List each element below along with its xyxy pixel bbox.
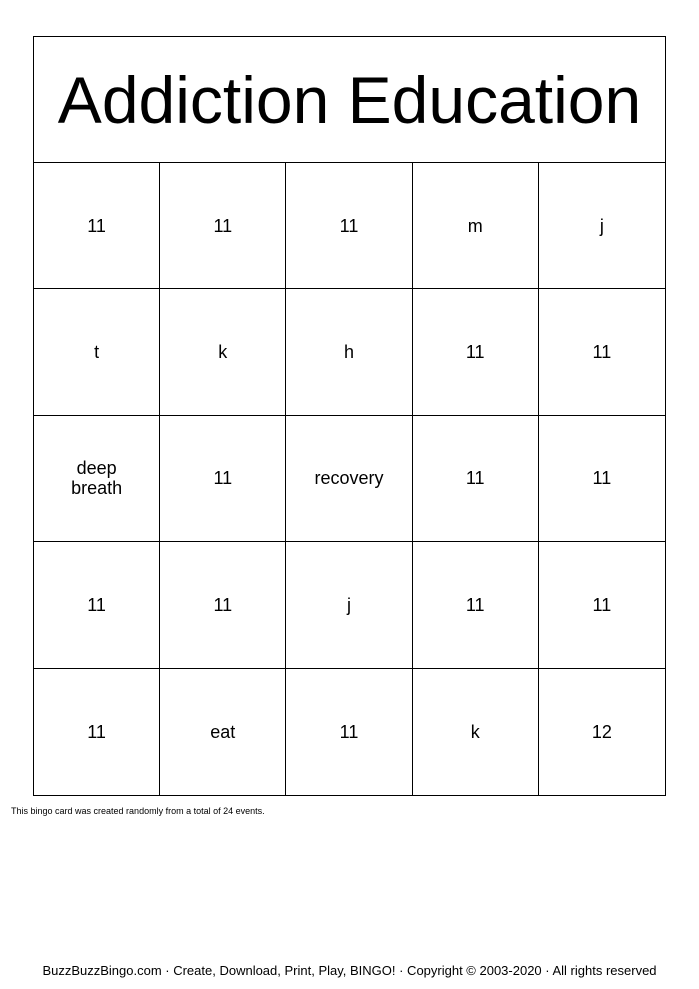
bingo-cell (160, 542, 286, 668)
bingo-cell-text: deep breath (71, 458, 123, 499)
bingo-cell-text: t (94, 342, 100, 363)
bingo-cell (160, 289, 286, 415)
bingo-cell-text: 11 (339, 721, 359, 742)
card-note: This bingo card was created randomly from a total of 24 events. (11, 806, 265, 816)
bingo-cell (413, 669, 539, 795)
bingo-cell (539, 542, 665, 668)
bingo-cell (34, 163, 160, 289)
bingo-cell-text: 11 (465, 342, 485, 363)
bingo-cell-text: j (346, 594, 351, 615)
bingo-cell (286, 289, 412, 415)
bingo-cell-text: 11 (592, 342, 612, 363)
bingo-cell-text: 11 (213, 215, 233, 236)
bingo-cell (286, 669, 412, 795)
bingo-cell-text: h (343, 342, 354, 363)
bingo-cell (413, 542, 539, 668)
bingo-card (33, 36, 666, 796)
bingo-cell (34, 289, 160, 415)
bingo-cell-text: j (599, 215, 604, 236)
bingo-cell (539, 163, 665, 289)
bingo-cell (413, 416, 539, 542)
bingo-cell (539, 416, 665, 542)
bingo-cell (413, 163, 539, 289)
bingo-cell (160, 416, 286, 542)
bingo-cell-text: 11 (87, 215, 106, 236)
bingo-cell-text: 12 (591, 721, 612, 742)
page-footer: BuzzBuzzBingo.com · Create, Download, Print, Play, BINGO! · Copyright © 2003-2020 · All rights reserved (42, 963, 657, 978)
bingo-cell (286, 542, 412, 668)
bingo-cell-text: 11 (592, 468, 612, 489)
bingo-cell (539, 669, 665, 795)
bingo-cell-text: 11 (213, 468, 233, 489)
bingo-grid (34, 163, 665, 795)
bingo-cell-text: recovery (314, 468, 384, 489)
bingo-cell-text: m (467, 215, 483, 236)
title-box (34, 37, 665, 163)
bingo-cell (160, 163, 286, 289)
bingo-cell (160, 669, 286, 795)
bingo-cell-text: 11 (592, 594, 612, 615)
bingo-cell (34, 669, 160, 795)
bingo-cell-text: 11 (465, 594, 485, 615)
bingo-cell-text: eat (210, 721, 236, 742)
bingo-cell-text: 11 (87, 721, 106, 742)
bingo-cell (286, 163, 412, 289)
bingo-cell (286, 416, 412, 542)
bingo-cell (34, 416, 160, 542)
card-title: Addiction Education (57, 62, 642, 137)
bingo-cell-text: 11 (339, 215, 359, 236)
bingo-cell (34, 542, 160, 668)
bingo-cell-text: k (218, 342, 228, 363)
bingo-cell-text: 11 (465, 468, 485, 489)
bingo-cell (539, 289, 665, 415)
bingo-cell-text: k (470, 721, 480, 742)
bingo-cell-text: 11 (87, 594, 106, 615)
bingo-cell-text: 11 (213, 594, 233, 615)
bingo-cell (413, 289, 539, 415)
